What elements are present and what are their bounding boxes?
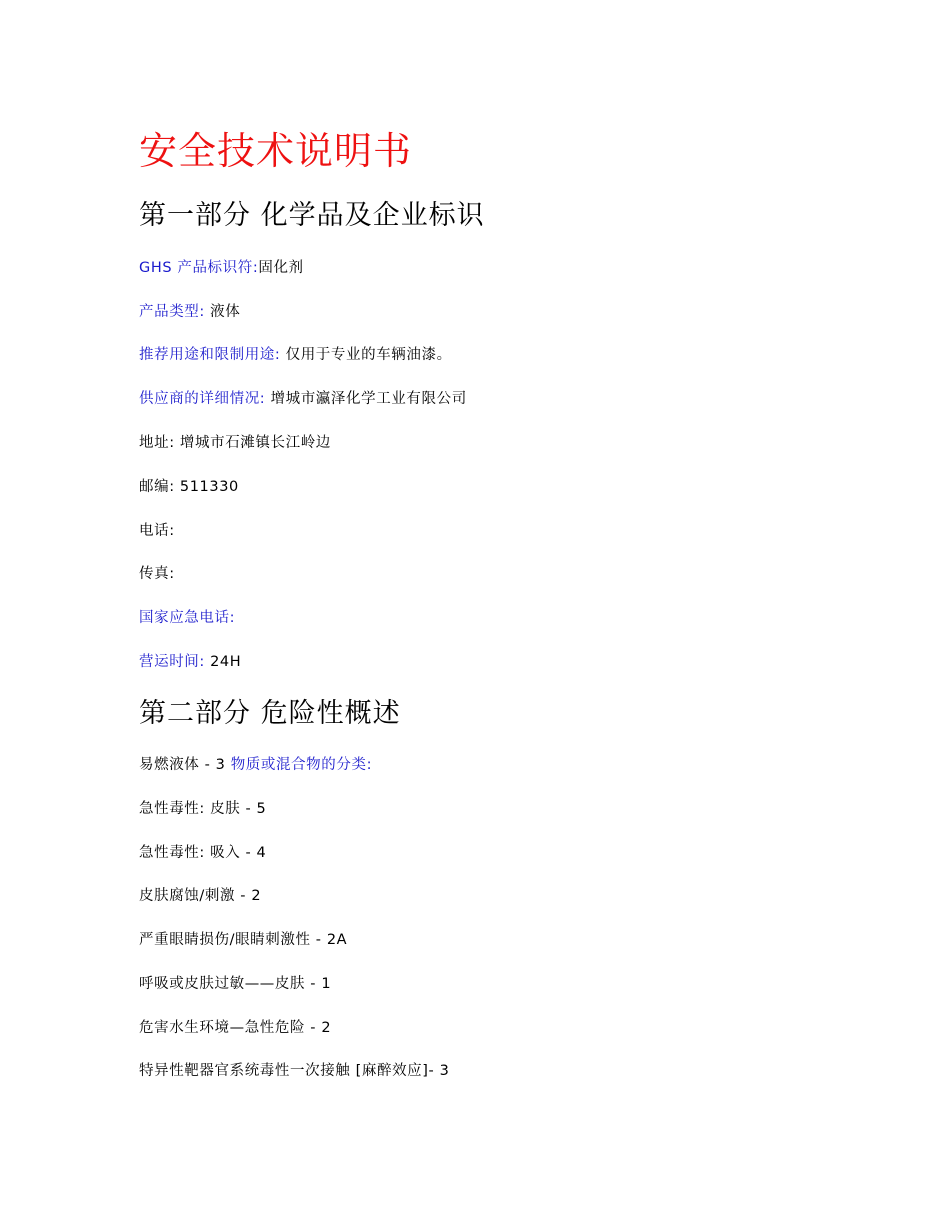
operating-hours-line: [139, 652, 241, 672]
hazard-item: 严重眼睛损伤/眼睛刺激性 - 2A: [139, 932, 348, 948]
ghs-identifier-line: [139, 258, 304, 278]
section1-heading: 第一部分 化学品及企业标识: [139, 200, 485, 231]
hazard-item: 特异性靶器官系统毒性一次接触 [麻醉效应]- 3: [139, 1063, 450, 1079]
hazard-item: 呼吸或皮肤过敏——皮肤 - 1: [139, 976, 332, 992]
fax-line: 传真:: [139, 566, 175, 582]
supplier-value: 增城市瀛泽化学工业有限公司: [265, 391, 467, 407]
hazard-item: 危害水生环境—急性危险 - 2: [139, 1020, 332, 1036]
emergency-phone-line: [139, 608, 235, 628]
operating-hours-label: 营运时间:: [139, 654, 205, 670]
hazard-item: 皮肤腐蚀/刺激 - 2: [139, 888, 262, 904]
product-type-label: 产品类型:: [139, 304, 205, 320]
flammable-liquid-text: 易燃液体 - 3: [139, 757, 231, 773]
address-line: 地址: 增城市石滩镇长江岭边: [139, 435, 331, 451]
flammable-liquid-line: [139, 755, 372, 775]
recommended-use-line: [139, 345, 452, 365]
product-type-line: [139, 302, 240, 322]
section2-heading: 第二部分 危险性概述: [139, 698, 401, 729]
supplier-label: 供应商的详细情况:: [139, 391, 266, 407]
postcode-line: 邮编: 511330: [139, 479, 239, 495]
ghs-identifier-label: GHS 产品标识符:: [139, 260, 259, 276]
document-title: 安全技术说明书: [139, 129, 413, 173]
hazard-item: 急性毒性: 皮肤 - 5: [139, 801, 267, 817]
ghs-identifier-value: 固化剂: [258, 260, 304, 276]
emergency-phone-label: 国家应急电话:: [139, 610, 236, 626]
operating-hours-value: 24H: [204, 654, 242, 670]
classification-label: 物质或混合物的分类:: [230, 757, 373, 773]
recommended-use-label: 推荐用途和限制用途:: [139, 347, 281, 363]
hazard-item: 急性毒性: 吸入 - 4: [139, 845, 267, 861]
product-type-value: 液体: [204, 304, 241, 320]
phone-line: 电话:: [139, 523, 175, 539]
recommended-use-value: 仅用于专业的车辆油漆。: [280, 347, 452, 363]
supplier-line: [139, 389, 467, 409]
